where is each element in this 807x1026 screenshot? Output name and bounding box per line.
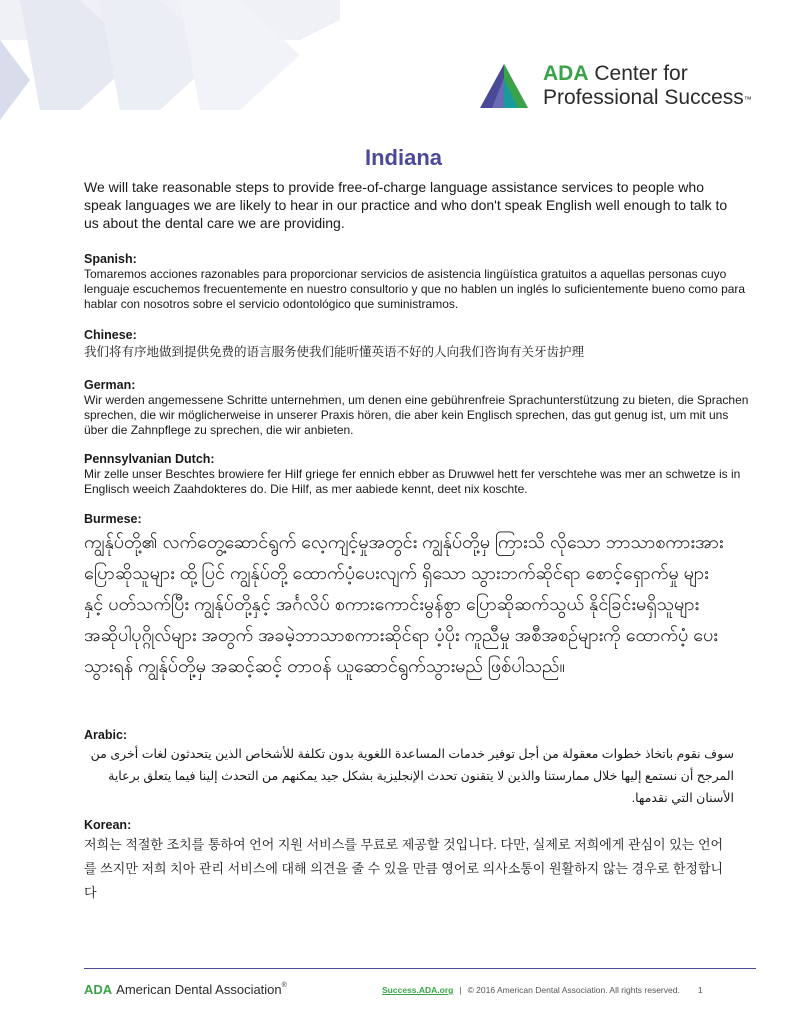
section-body: 我们将有序地做到提供免费的语言服务使我们能听懂英语不好的人向我们咨询有关牙齿护理 (84, 345, 585, 359)
intro-paragraph: We will take reasonable steps to provide free-of-charge language assistance services to people who speak languages we are likely to hear in our practice and who don't speak English well enough to talk to us about the dental care we are providing. (84, 179, 728, 231)
footer-divider (84, 968, 756, 969)
section-heading: German: (84, 378, 136, 392)
section-korean (84, 818, 754, 905)
section-body: ကျွန်ုပ်တို့၏ လက်တွေ့ဆောင်ရွက် လေ့ကျင့်မှုအတွင်း ကျွန်ုပ်တို့မှ ကြားသိ လိုသော ဘာသာစကားအား ပြောဆိုသူများ ထို့ပြင် ကျွန်ုပ်တို့ ထောက်ပံ့ပေးလျက် ရှိသော သွားဘက်ဆိုင်ရာ စောင့်ရှောက်မှု များနှင့် ပတ်သက်ပြီး ကျွန်ုပ်တို့နှင့် အင်္ဂလိပ် စကားကောင်းမွန်စွာ ပြောဆိုဆက်သွယ် နိုင်ခြင်းမရှိသူများ အဆိုပါပုဂ္ဂိုလ်များ အတွက် အခမဲ့ဘာသာစကားဆိုင်ရာ ပံ့ပိုး ကူညီမှု အစီအစဉ်များကို ထောက်ပံ့ ပေးသွားရန် ကျွန်ုပ်တို့မှ အဆင့်ဆင့် တာဝန် ယူဆောင်ရွက်သွားမည် ဖြစ်ပါသည်။ (84, 532, 724, 676)
page-title: Indiana (364, 145, 442, 170)
section-pennsylvanian-dutch (84, 452, 754, 497)
section-heading: Chinese: (84, 328, 137, 342)
section-body: Tomaremos acciones razonables para proporcionar servicios de asistencia lingüística gratuitos a aquellas personas cuyo lenguaje escuchemos frecuentemente en nuestro consultorio y que no hablen un inglés lo suficientemente bueno como para hablar con nosotros sobre el servicio odontológico que suministramos. (84, 267, 746, 311)
section-heading: Korean: (84, 818, 132, 832)
footer-website-link[interactable]: Success.ADA.org (382, 985, 454, 995)
footer-ada: ADA (84, 982, 113, 997)
logo-tm: ™ (743, 95, 752, 104)
footer-brand (84, 982, 287, 997)
logo-text (543, 62, 752, 110)
section-heading: Arabic: (84, 728, 128, 742)
page-number: 1 (697, 985, 703, 995)
section-heading: Burmese: (84, 512, 142, 526)
section-burmese (84, 512, 754, 682)
ada-triangle-logo-icon (480, 64, 528, 108)
footer-separator: | (459, 985, 462, 995)
corner-decoration (0, 0, 340, 120)
footer-info (382, 985, 703, 995)
section-arabic (84, 728, 754, 809)
footer-reg: ® (281, 982, 287, 989)
section-heading: Pennsylvanian Dutch: (84, 452, 215, 466)
section-body: 저희는 적절한 조치를 통하여 언어 지원 서비스를 무료로 제공할 것입니다. 다만, 실제로 저희에게 관심이 있는 언어를 쓰지만 저희 치아 관리 서비스에 대해 의견을 줄 수 있을 만큼 영어로 의사소통이 원활하지 않는 경우로 한정합니다 (84, 837, 724, 900)
section-chinese (84, 328, 754, 361)
section-spanish (84, 252, 754, 312)
header-logo (480, 60, 780, 115)
footer-copyright: © 2016 American Dental Association. All rights reserved. (467, 985, 680, 995)
section-body: Mir zelle unser Beschtes browiere fer Hilf griege fer ennich ebber as Druwwel hett fer verschtehe was mer an schwetze is in Englisch weeich Zaahdokteres do. Die Hilf, as mer aabiede kennt, deet nix koschte. (84, 467, 741, 496)
section-heading: Spanish: (84, 252, 137, 266)
logo-line1: Center for (594, 62, 688, 85)
logo-ada: ADA (543, 62, 589, 85)
footer-brand-name: American Dental Association (116, 982, 282, 997)
section-german (84, 378, 754, 438)
section-body: Wir werden angemessene Schritte unternehmen, um denen eine gebührenfreie Sprachunterstützung zu bieten, die Sprachen sprechen, die wir möglicherweise in unserer Praxis hören, die aber kein Englisch sprechen, das gut genug ist, um mit uns über die Zahnpflege zu sprechen, die wir anbieten. (84, 393, 749, 437)
logo-line2: Professional Success (543, 86, 744, 109)
section-body: سوف نقوم باتخاذ خطوات معقولة من أجل توفير خدمات المساعدة اللغوية بدون تكلفة للأشخاص الذين يتحدثون لغات أخرى من المرجح أن نستمع إليها خلال ممارستنا والذين لا يتقنون تحدث الإنجليزية بشكل جيد يمكنهم من التحدث إلينا فيما يتعلق برعاية الأسنان التي نقدمها. (90, 747, 734, 805)
